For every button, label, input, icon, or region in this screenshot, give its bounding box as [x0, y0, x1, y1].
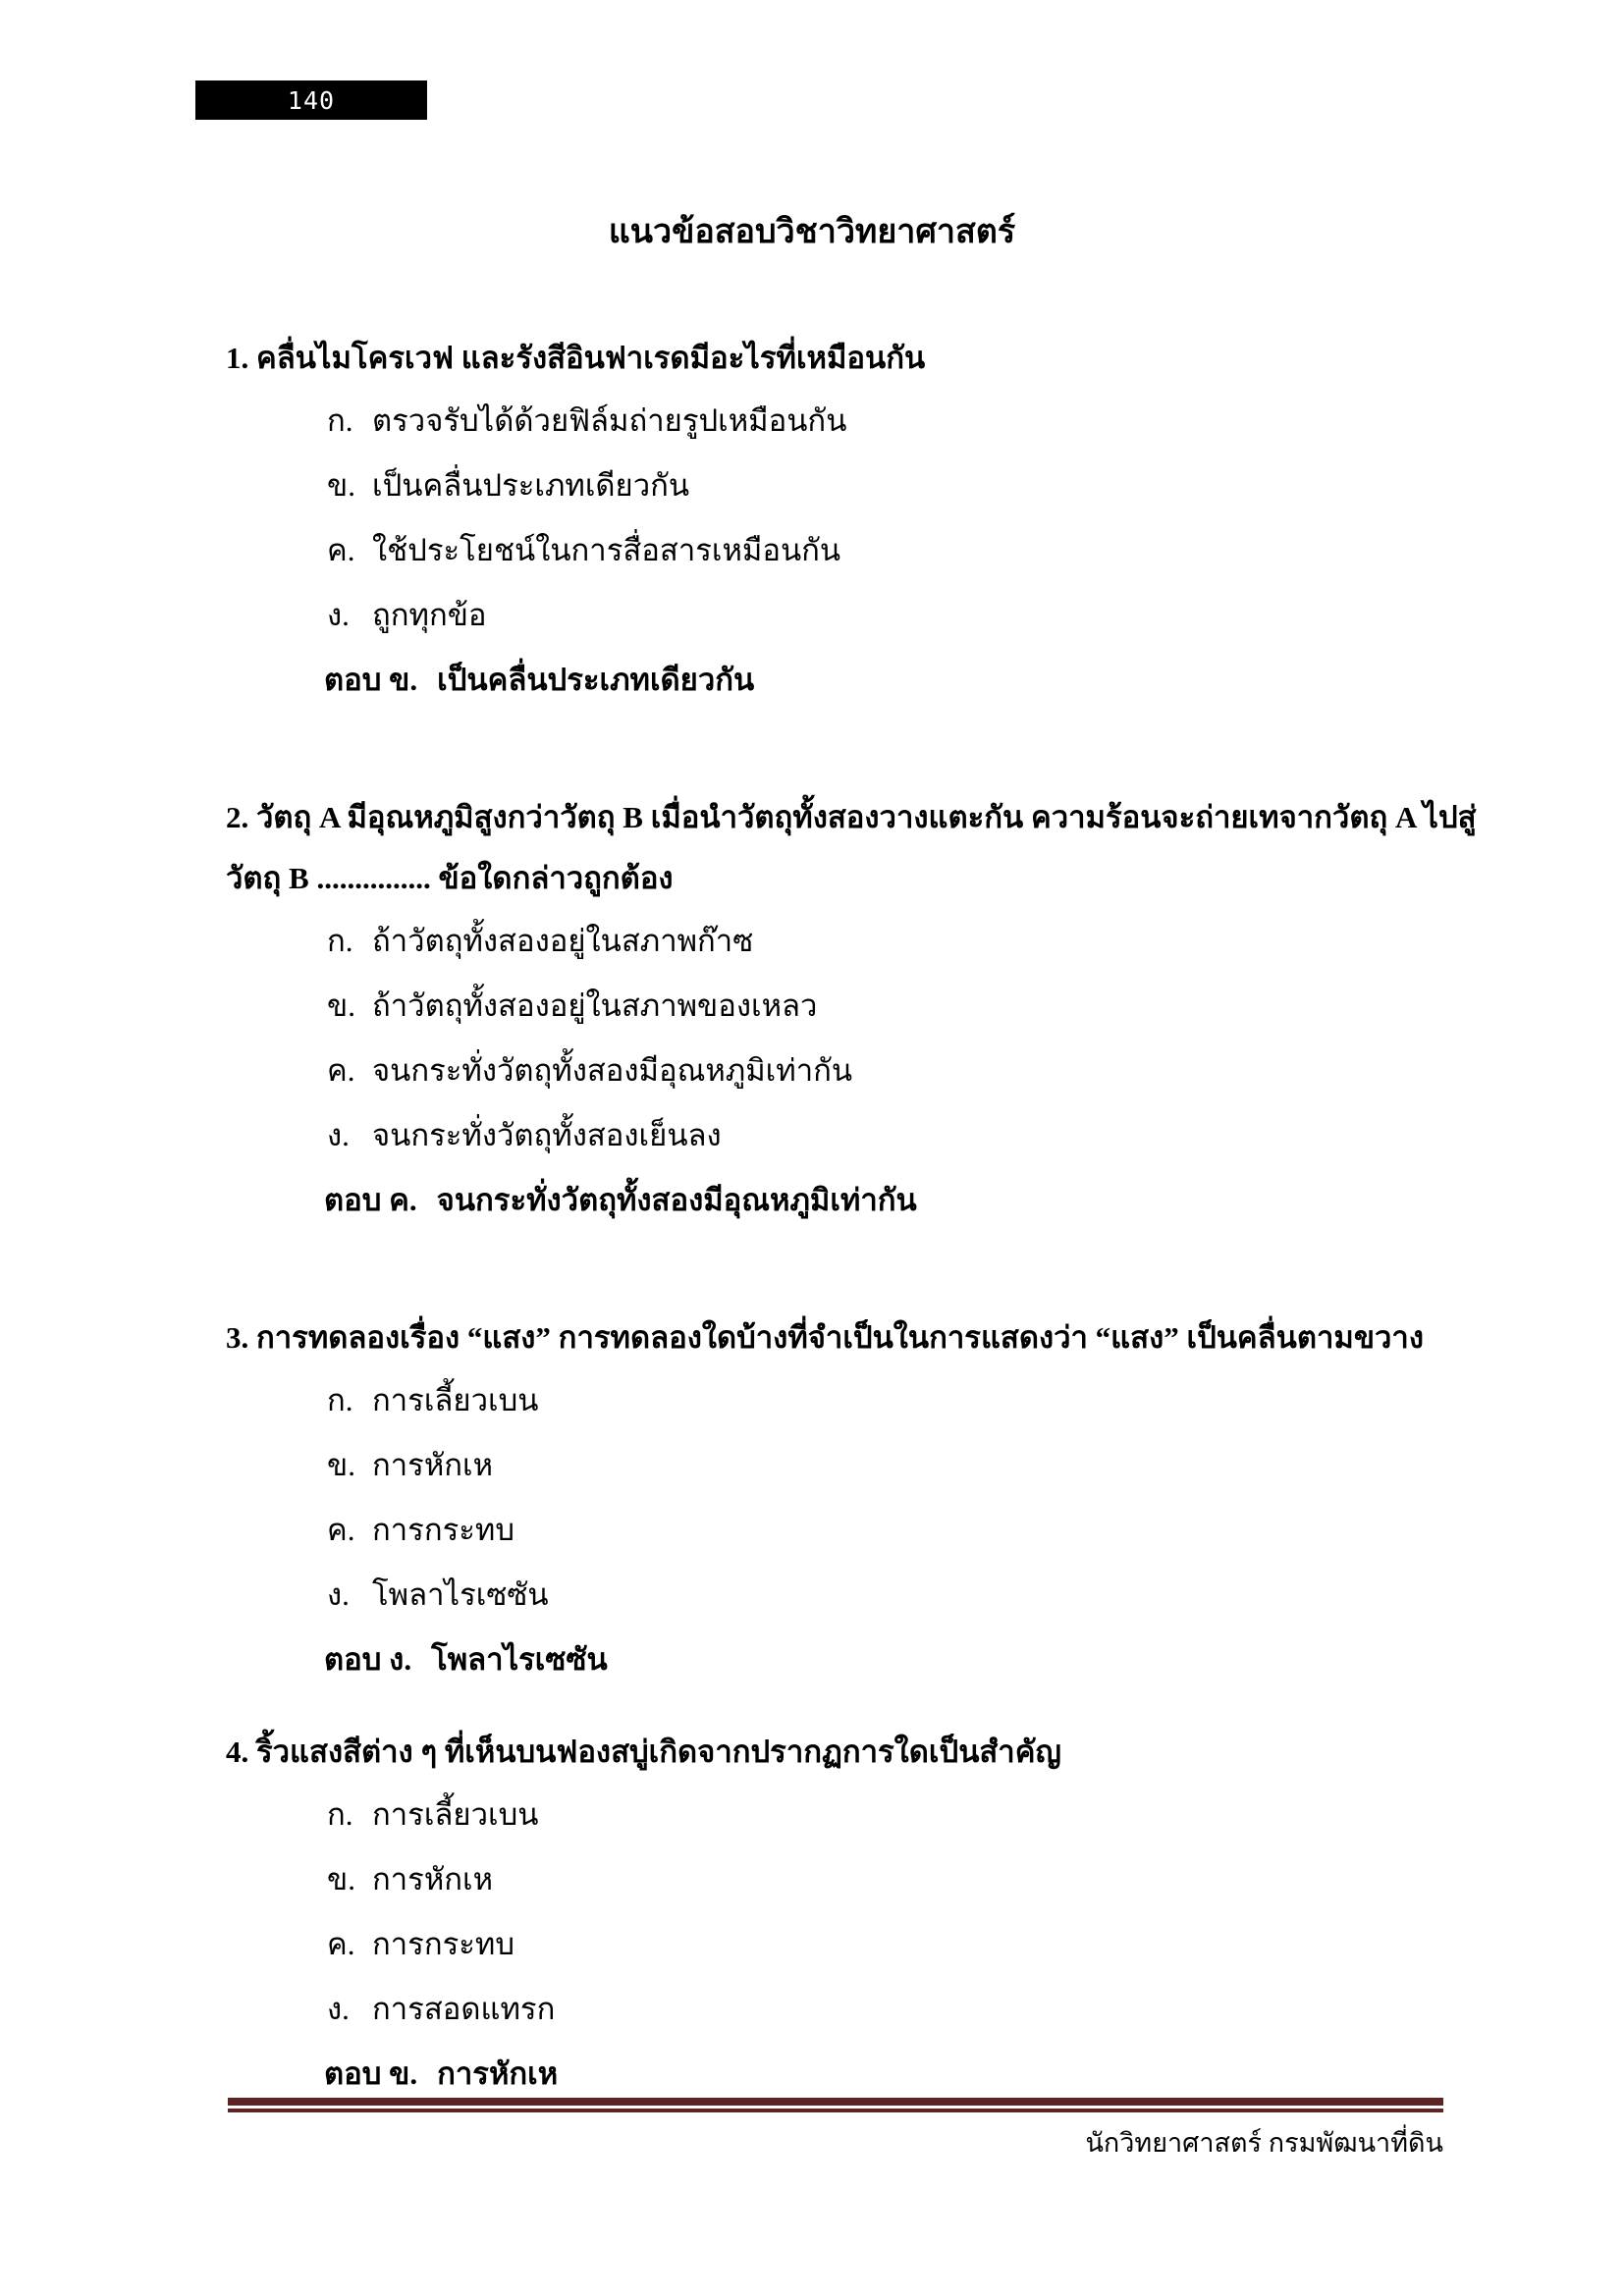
choice-row	[226, 1563, 1453, 1628]
answer-label: ตอบ ค.	[324, 1183, 417, 1217]
choice-row	[226, 1847, 1453, 1912]
page-number-badge	[195, 80, 427, 120]
choice-label: ข.	[327, 988, 355, 1023]
choice-row	[226, 974, 1453, 1039]
choice-row	[226, 1103, 1453, 1168]
choice-row	[226, 1783, 1453, 1847]
choice-text: การหักเห	[372, 1448, 494, 1482]
document-title: แนวข้อสอบวิชาวิทยาศาสตร์	[608, 214, 1016, 250]
page-footer	[228, 2098, 1443, 2163]
choice-row	[226, 1912, 1453, 1977]
choice-label: ค.	[327, 1053, 355, 1088]
question-block	[226, 1722, 1453, 2107]
choice-row	[226, 583, 1453, 648]
choice-row	[226, 1368, 1453, 1433]
choice-label: ข.	[327, 1448, 355, 1482]
question-block	[226, 1308, 1453, 1692]
questions-container	[226, 328, 1477, 2107]
answer-text: เป็นคลื่นประเภทเดียวกัน	[437, 663, 755, 697]
answer-row	[226, 1628, 1453, 1692]
choice-text: ถ้าวัตถุทั้งสองอยู่ในสภาพก๊าซ	[372, 924, 754, 958]
choice-label: ง.	[327, 1992, 350, 2026]
answer-label: ตอบ ง.	[324, 1642, 412, 1677]
question-text: 1. คลื่นไมโครเวฟ และรังสีอินฟาเรดมีอะไรที่เหมือนกัน	[226, 341, 926, 375]
question-block	[226, 787, 1477, 1233]
question-block	[226, 328, 1453, 713]
footer-rule-thick	[228, 2098, 1443, 2106]
page-number: 140	[287, 85, 336, 115]
choice-row	[226, 389, 1453, 454]
answer-text: จนกระทั่งวัตถุทั้งสองมีอุณหภูมิเท่ากัน	[436, 1183, 917, 1217]
choice-row	[226, 1039, 1453, 1103]
choice-label: ข.	[327, 468, 355, 503]
question-text: วัตถุ B ............... ข้อใดกล่าวถูกต้อง	[226, 861, 674, 895]
choice-row	[226, 518, 1453, 583]
choice-text: การเลี้ยวเบน	[372, 1797, 539, 1832]
footer-rule-thin	[228, 2109, 1443, 2112]
choice-text: การกระทบ	[372, 1927, 515, 1961]
choice-text: การหักเห	[372, 1862, 494, 1896]
answer-text: การหักเห	[437, 2056, 559, 2091]
footer-credit: นักวิทยาศาสตร์ กรมพัฒนาที่ดิน	[1085, 2128, 1443, 2158]
choice-text: การเลี้ยวเบน	[372, 1383, 539, 1417]
answer-label: ตอบ ข.	[324, 2056, 418, 2091]
choice-label: ก.	[327, 403, 353, 438]
choice-text: ตรวจรับได้ด้วยฟิล์มถ่ายรูปเหมือนกัน	[372, 403, 847, 438]
question-text: 4. ริ้วแสงสีต่าง ๆ ที่เห็นบนฟองสบู่เกิดจากปรากฏการใดเป็นสำคัญ	[226, 1735, 1061, 1769]
answer-text: โพลาไรเซซัน	[431, 1642, 608, 1677]
choice-text: การกระทบ	[372, 1513, 515, 1547]
choice-text: ถูกทุกข้อ	[372, 598, 487, 632]
choice-label: ง.	[327, 1577, 350, 1612]
choice-text: ใช้ประโยชน์ในการสื่อสารเหมือนกัน	[372, 533, 841, 567]
footer-rule	[228, 2098, 1443, 2112]
choice-row	[226, 1498, 1453, 1563]
choice-row	[226, 454, 1453, 518]
choice-text: จนกระทั่งวัตถุทั้งสองเย็นลง	[372, 1118, 722, 1152]
question-text: 2. วัตถุ A มีอุณหภูมิสูงกว่าวัตถุ B เมื่อนำวัตถุทั้งสองวางแตะกัน ความร้อนจะถ่ายเทจากวัตถุ A ไปสู่	[226, 800, 1477, 834]
choice-label: ง.	[327, 598, 350, 632]
choice-label: ก.	[327, 1797, 353, 1832]
choice-label: ง.	[327, 1118, 350, 1152]
choice-text: จนกระทั่งวัตถุทั้งสองมีอุณหภูมิเท่ากัน	[372, 1053, 853, 1088]
choice-label: ค.	[327, 1513, 355, 1547]
choice-label: ก.	[327, 924, 353, 958]
choice-text: ถ้าวัตถุทั้งสองอยู่ในสภาพของเหลว	[372, 988, 818, 1023]
choice-label: ค.	[327, 533, 355, 567]
choice-row	[226, 1433, 1453, 1498]
choice-text: โพลาไรเซซัน	[372, 1577, 549, 1612]
answer-row	[226, 1168, 1453, 1233]
choice-row	[226, 1977, 1453, 2042]
choice-text: เป็นคลื่นประเภทเดียวกัน	[372, 468, 690, 503]
question-text: 3. การทดลองเรื่อง “แสง” การทดลองใดบ้างที่จำเป็นในการแสดงว่า “แสง” เป็นคลื่นตามขวาง	[226, 1320, 1424, 1355]
choice-label: ข.	[327, 1862, 355, 1896]
answer-row	[226, 648, 1453, 713]
choice-label: ก.	[327, 1383, 353, 1417]
choice-row	[226, 909, 1453, 974]
choice-label: ค.	[327, 1927, 355, 1961]
choice-text: การสอดแทรก	[372, 1992, 556, 2026]
answer-label: ตอบ ข.	[324, 663, 418, 697]
